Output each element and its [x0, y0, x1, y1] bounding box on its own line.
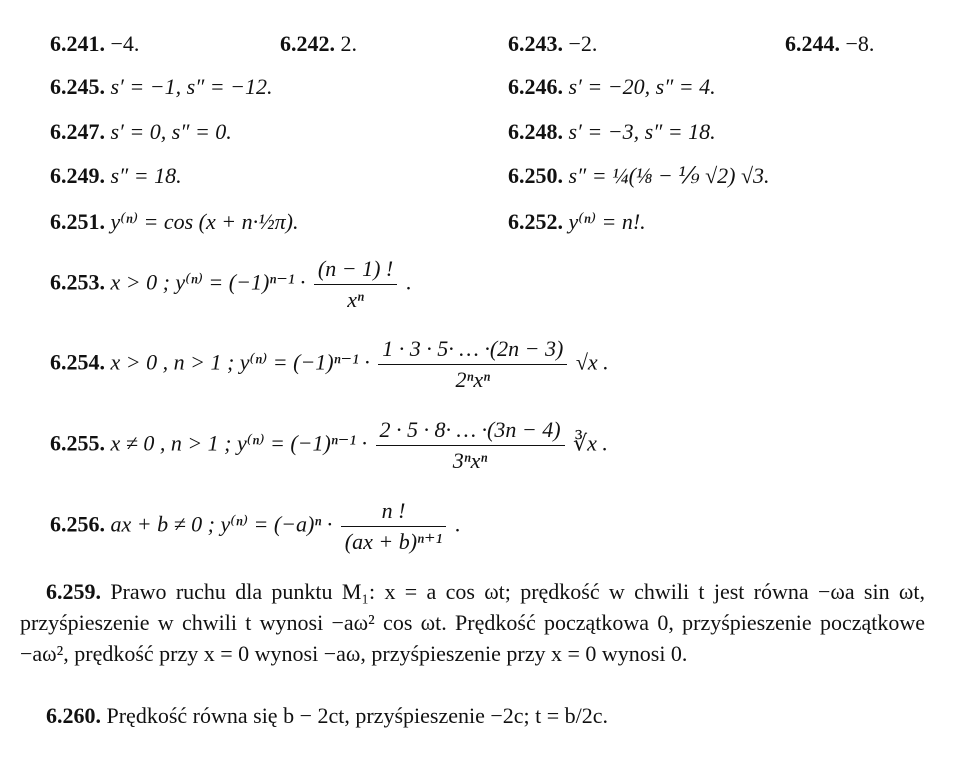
answer-number: 6.253.	[50, 269, 105, 295]
answer-number: 6.259.	[46, 579, 101, 604]
answer-6-254	[50, 336, 609, 393]
fraction	[376, 417, 565, 474]
formula-suffix: ∛x .	[573, 430, 608, 456]
answer-6-244	[785, 31, 874, 57]
fraction	[341, 498, 446, 555]
answer-value: 2.	[340, 31, 357, 56]
answer-6-242	[280, 31, 357, 57]
answer-6-243	[508, 31, 597, 57]
answer-value: s″ = ¼(⅛ − ⅑ √2) √3.	[568, 163, 770, 188]
formula-suffix: .	[405, 269, 412, 295]
answer-number: 6.246.	[508, 74, 563, 99]
answer-number: 6.256.	[50, 511, 105, 537]
answer-value: −2.	[568, 31, 598, 56]
answer-value: y⁽ⁿ⁾ = n!.	[568, 209, 646, 234]
answer-paragraph: Prędkość równa się b − 2ct, przyśpieszenie −2c; t = b/2c.	[106, 703, 609, 728]
answer-value: −8.	[845, 31, 875, 56]
answer-6-251	[50, 209, 298, 235]
answer-value: −4.	[110, 31, 140, 56]
answer-6-249	[50, 163, 182, 189]
formula-suffix: √x .	[575, 349, 609, 375]
answer-value: y⁽ⁿ⁾ = cos (x + n·½π).	[110, 209, 299, 234]
answer-number: 6.248.	[508, 119, 563, 144]
answer-number: 6.254.	[50, 349, 105, 375]
answer-value: s′ = 0, s″ = 0.	[110, 119, 232, 144]
answer-6-245	[50, 74, 272, 100]
fraction-numerator: 1 · 3 · 5· … ·(2n − 3)	[378, 336, 567, 365]
fraction-numerator: (n − 1) !	[314, 256, 397, 285]
fraction-denominator: xⁿ	[347, 287, 364, 312]
answer-number: 6.243.	[508, 31, 563, 56]
answer-number: 6.241.	[50, 31, 105, 56]
answer-value: s′ = −3, s″ = 18.	[568, 119, 716, 144]
answer-number: 6.252.	[508, 209, 563, 234]
answer-number: 6.249.	[50, 163, 105, 188]
answer-number: 6.245.	[50, 74, 105, 99]
answer-6-256	[50, 498, 460, 555]
fraction-numerator: 2 · 5 · 8· … ·(3n − 4)	[376, 417, 565, 446]
formula-prefix: x > 0 , n > 1 ; y⁽ⁿ⁾ = (−1)ⁿ⁻¹ ·	[110, 349, 370, 375]
fraction	[314, 256, 397, 313]
answer-number: 6.250.	[508, 163, 563, 188]
fraction	[378, 336, 567, 393]
answer-6-252	[508, 209, 646, 235]
answer-number: 6.242.	[280, 31, 335, 56]
answer-6-241	[50, 31, 139, 57]
fraction-denominator: 3ⁿxⁿ	[452, 448, 488, 473]
fraction-numerator: n !	[341, 498, 446, 527]
answer-number: 6.260.	[46, 703, 101, 728]
answer-value: s″ = 18.	[110, 163, 182, 188]
answer-6-260	[20, 700, 925, 731]
fraction-denominator: (ax + b)ⁿ⁺¹	[344, 529, 443, 554]
answer-6-247	[50, 119, 232, 145]
answer-value: s′ = −1, s″ = −12.	[110, 74, 273, 99]
answer-6-255	[50, 417, 608, 474]
formula-suffix: .	[454, 511, 461, 537]
answer-paragraph: Prawo ruchu dla punktu M₁: x = a cos ωt; prędkość w chwili t jest równa −ωa sin ωt, przyśpieszenie w chwili t wynosi −aω² cos ωt. Prędkość początkowa 0, przyśpieszenie początkowe −aω², prędkość przy x = 0 wynosi −aω, przyśpieszenie przy x = 0 wynosi 0.	[20, 579, 925, 666]
formula-prefix: x > 0 ; y⁽ⁿ⁾ = (−1)ⁿ⁻¹ ·	[110, 269, 306, 295]
answer-number: 6.244.	[785, 31, 840, 56]
answer-6-246	[508, 74, 716, 100]
answer-number: 6.255.	[50, 430, 105, 456]
answer-6-253	[50, 256, 411, 313]
answer-6-250	[508, 163, 770, 189]
answer-number: 6.251.	[50, 209, 105, 234]
answer-value: s′ = −20, s″ = 4.	[568, 74, 716, 99]
answer-number: 6.247.	[50, 119, 105, 144]
answer-6-259	[20, 576, 925, 669]
answer-6-248	[508, 119, 716, 145]
formula-prefix: ax + b ≠ 0 ; y⁽ⁿ⁾ = (−a)ⁿ ·	[110, 511, 333, 537]
fraction-denominator: 2ⁿxⁿ	[455, 367, 491, 392]
formula-prefix: x ≠ 0 , n > 1 ; y⁽ⁿ⁾ = (−1)ⁿ⁻¹ ·	[110, 430, 367, 456]
